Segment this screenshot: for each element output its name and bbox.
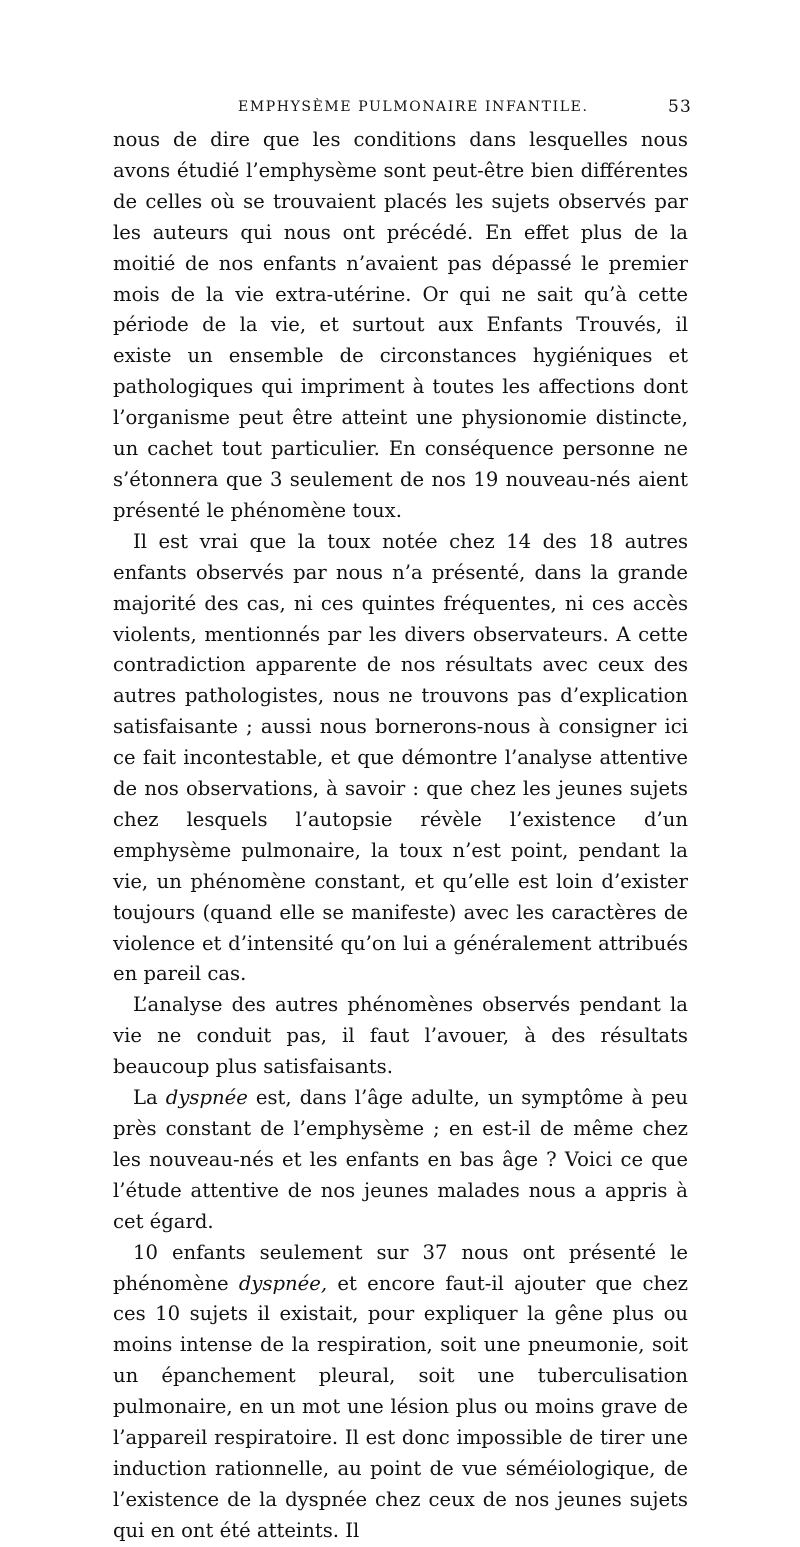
body-text [113,125,688,1547]
paragraph-5-rest: et encore faut-il ajouter que chez ces 10 sujets il existait, pour expliquer la gêne plus ou moins intense de la respiration, soit une pneumonie, soit un épanchement pleural, soit une tuberculisation pulmonaire, en un mot une lésion plus ou moins grave de l’appareil respiratoire. Il est donc impossible de tirer une induction rationnelle, au point de vue séméiologique, de l’existence de la dyspnée chez ceux de nos jeunes sujets qui en ont été atteints. Il [113,1271,688,1542]
paragraph-4-italic: dyspnée [165,1086,248,1110]
paragraph-5-start: 10 enfants seulement sur 37 nous ont présenté le phénomène [113,1240,688,1295]
paragraph-2: Il est vrai que la toux notée chez 14 des 18 autres enfants observés par nous n’a présenté, dans la grande majorité des cas, ni ces quintes fréquentes, ni ces accès violents, mentionnés par les divers observateurs. A cette contradiction apparente de nos résultats avec ceux des autres pathologistes, nous ne trouvons pas d’explication satisfaisante ; aussi nous bornerons-nous à consigner ici ce fait incontestable, et que démontre l’analyse attentive de nos observations, à savoir : que chez les jeunes sujets chez lesquels l’autopsie révèle l’existence d’un emphysème pulmonaire, la toux n’est point, pendant la vie, un phénomène constant, et qu’elle est loin d’exister toujours (quand elle se manifeste) avec les caractères de violence et d’intensité qu’on lui a généralement attribués en pareil cas. [113,529,688,986]
paragraph-5-italic: dyspnée, [238,1271,328,1295]
page-number: 53 [667,97,692,117]
paragraph-3: L’analyse des autres phénomènes observés pendant la vie ne conduit pas, il faut l’avouer, à des résultats beaucoup plus satisfaisants. [113,993,688,1079]
running-head [113,95,692,125]
paragraph-1: nous de dire que les conditions dans lesquelles nous avons étudié l’emphysème sont peut-être bien différentes de celles où se trouvaient placés les sujets observés par les auteurs qui nous ont précédé. En effet plus de la moitié de nos enfants n’avaient pas dépassé le premier mois de la vie extra-utérine. Or qui ne sait qu’à cette période de la vie, et surtout aux Enfants Trouvés, il existe un ensemble de circonstances hygiéniques et pathologiques qui impriment à toutes les affections dont l’organisme peut être atteint une physionomie distincte, un cachet tout particulier. En conséquence personne ne s’étonnera que 3 seulement de nos 19 nouveau-nés aient présenté le phénomène toux. [113,128,688,522]
paragraph-5 [113,1238,688,1547]
running-title: EMPHYSÈME PULMONAIRE INFANTILE. [238,99,589,115]
paragraph-4-rest: est, dans l’âge adulte, un symptôme à peu près constant de l’emphysème ; en est-il de même chez les nouveau-nés et les enfants en bas âge ? Voici ce que l’étude attentive de nos jeunes malades nous a appris à cet égard. [113,1086,689,1233]
book-page [113,95,692,1547]
paragraph-4-start: La [133,1086,166,1110]
paragraph-4 [113,1083,688,1238]
